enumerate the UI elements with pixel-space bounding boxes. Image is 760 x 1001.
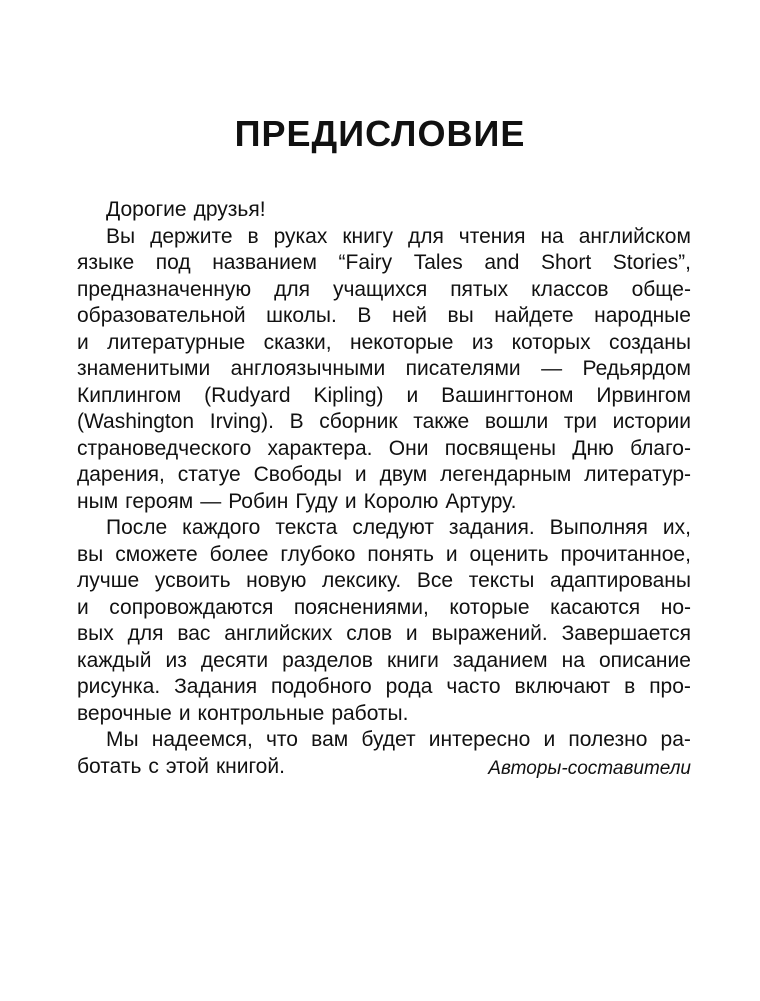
- word: Irving).: [209, 410, 274, 433]
- word: пятых: [450, 277, 509, 301]
- text-line: [77, 409, 691, 436]
- word: лучше: [77, 569, 140, 592]
- word: прочитанное,: [560, 542, 691, 566]
- word: тексты: [468, 569, 535, 592]
- text-line: [77, 727, 691, 754]
- word: знаменитыми: [77, 357, 211, 380]
- text-line: [77, 489, 691, 516]
- word: но-: [660, 595, 691, 619]
- word: каждый: [77, 648, 152, 672]
- word: которые: [449, 595, 530, 619]
- word: их,: [662, 516, 691, 539]
- word: для: [407, 224, 444, 248]
- text-line: [77, 542, 691, 569]
- word: названием: [212, 251, 317, 274]
- word: “Fairy: [338, 251, 393, 274]
- word: Дорогие: [106, 198, 187, 221]
- word: на: [561, 648, 585, 672]
- word: классов: [531, 277, 609, 301]
- signature: Авторы-составители: [488, 758, 691, 779]
- word: три: [563, 410, 597, 433]
- word: ра-: [660, 728, 691, 751]
- text-line: [77, 197, 691, 224]
- word: английских: [224, 622, 333, 645]
- word: и: [77, 330, 89, 354]
- word: ней: [391, 304, 427, 327]
- word: обще-: [631, 277, 691, 301]
- word: учащихся: [332, 277, 428, 301]
- word: также: [413, 410, 470, 433]
- word: включают: [514, 675, 611, 698]
- word: лексику.: [322, 569, 402, 592]
- word: для: [274, 277, 310, 301]
- word: и: [543, 728, 556, 751]
- word: Гуду: [295, 489, 338, 513]
- word: предназначенную: [77, 277, 252, 301]
- word: созданы: [608, 330, 691, 354]
- word: каждого: [182, 516, 261, 539]
- text-line: [77, 595, 691, 622]
- word: Kipling): [313, 383, 384, 407]
- word: верочные: [77, 701, 172, 725]
- word: английском: [578, 224, 691, 248]
- text-line: [77, 330, 691, 357]
- word: руках: [273, 224, 328, 248]
- word: следуют: [352, 516, 434, 539]
- word: В: [289, 410, 304, 433]
- text-line: [77, 648, 691, 675]
- word: Задания: [174, 675, 258, 698]
- text-line: [77, 250, 691, 277]
- word: легендарным: [440, 463, 572, 486]
- word: ботать: [77, 754, 142, 778]
- word: дарения,: [77, 463, 165, 486]
- text-line: [77, 515, 691, 542]
- word: сопровождаются: [109, 595, 274, 619]
- word: и: [405, 622, 418, 645]
- text-line: [77, 277, 691, 304]
- word: для: [127, 622, 164, 645]
- word: сможете: [115, 542, 198, 566]
- word: что: [265, 728, 298, 751]
- word: героям: [125, 489, 194, 513]
- word: Вашингтоном: [441, 383, 574, 407]
- word: книгу: [342, 224, 393, 248]
- word: пояснениями,: [293, 595, 429, 619]
- word: с: [148, 754, 159, 778]
- word: в: [624, 675, 636, 698]
- word: вошли: [484, 410, 549, 433]
- word: из: [471, 330, 494, 354]
- word: Королю: [363, 489, 439, 513]
- word: в: [247, 224, 259, 248]
- word: контрольные: [197, 701, 325, 725]
- word: Tales: [413, 251, 463, 274]
- word: держите: [150, 224, 233, 248]
- word: оценить: [469, 542, 549, 566]
- word: Выполняя: [549, 516, 648, 539]
- word: посвящены: [444, 436, 556, 460]
- word: В: [357, 304, 372, 327]
- word: будет: [361, 728, 416, 751]
- word: Дню: [572, 436, 614, 460]
- word: вам: [311, 728, 349, 751]
- word: некоторые: [350, 330, 454, 354]
- word: и: [344, 489, 357, 513]
- word: После: [106, 516, 168, 539]
- word: страноведческого: [77, 436, 252, 460]
- word: вас: [177, 622, 211, 645]
- text-line: [77, 224, 691, 251]
- word: Они: [388, 436, 429, 460]
- word: and: [484, 251, 520, 274]
- word: описание: [598, 648, 691, 672]
- word: книги: [386, 648, 439, 672]
- word: книгой.: [215, 754, 285, 778]
- text-line: [77, 674, 691, 701]
- word: и: [77, 595, 89, 619]
- word: интересно: [428, 728, 531, 751]
- word: писателями: [405, 357, 521, 380]
- word: литературные: [107, 330, 246, 354]
- word: разделов: [282, 648, 373, 672]
- word: заданием: [452, 648, 548, 672]
- word: адаптированы: [550, 569, 691, 592]
- word: Редьярдом: [582, 357, 691, 380]
- word: вых: [77, 622, 114, 645]
- word: чтения: [458, 224, 526, 248]
- word: слов: [346, 622, 393, 645]
- word: новую: [246, 569, 307, 592]
- word: рисунка.: [77, 675, 161, 698]
- word: (Washington: [77, 410, 195, 433]
- word: Свободы: [253, 463, 342, 486]
- preface-body: [77, 197, 691, 780]
- word: и: [406, 383, 419, 407]
- word: Робин: [228, 489, 289, 513]
- word: под: [155, 251, 191, 274]
- word: школы.: [266, 304, 337, 327]
- word: более: [209, 542, 269, 566]
- word: образовательной: [77, 304, 246, 327]
- word: полезно: [568, 728, 648, 751]
- word: Мы: [106, 728, 139, 751]
- word: сборник: [319, 410, 398, 433]
- word: часто: [446, 675, 501, 698]
- word: про-: [649, 675, 691, 698]
- word: Артуру.: [445, 489, 517, 513]
- word: усвоить: [154, 569, 231, 592]
- word: задания.: [448, 516, 535, 539]
- word: вы: [447, 304, 474, 327]
- word: текста: [275, 516, 338, 539]
- word: и: [178, 701, 191, 725]
- word: —: [200, 489, 222, 513]
- word: из: [165, 648, 187, 672]
- text-line: [77, 303, 691, 330]
- word: англоязычными: [230, 357, 386, 380]
- word: глубоко: [280, 542, 356, 566]
- word: двум: [379, 463, 428, 486]
- word: рода: [385, 675, 433, 698]
- word: и: [445, 542, 458, 566]
- word: —: [541, 357, 563, 380]
- word: Завершается: [561, 622, 691, 645]
- word: языке: [77, 251, 135, 274]
- word: этой: [165, 754, 209, 778]
- word: которых: [511, 330, 591, 354]
- word: Все: [416, 569, 454, 592]
- page-title: ПРЕДИСЛОВИЕ: [234, 113, 526, 154]
- word: литератур-: [584, 463, 691, 486]
- word: истории: [612, 410, 691, 433]
- word: выражений.: [431, 622, 548, 645]
- word: вы: [77, 542, 104, 566]
- text-line: [77, 436, 691, 463]
- word: народные: [594, 304, 691, 327]
- text-line: [77, 621, 691, 648]
- word: Stories”,: [612, 251, 691, 274]
- word: десяти: [200, 648, 269, 672]
- word: и: [354, 463, 367, 486]
- word: друзья!: [193, 198, 266, 221]
- word: ным: [77, 489, 119, 513]
- word: (Rudyard: [204, 383, 291, 407]
- word: подобного: [271, 675, 372, 698]
- word: Ирвингом: [596, 383, 691, 407]
- word: касаются: [550, 595, 641, 619]
- word: Short: [540, 251, 592, 274]
- word: статуе: [177, 463, 241, 486]
- word: благо-: [630, 436, 691, 460]
- word: понять: [367, 542, 434, 566]
- word: сказки,: [263, 330, 332, 354]
- word: надеемся,: [151, 728, 253, 751]
- word: Вы: [106, 224, 136, 248]
- text-line: [77, 462, 691, 489]
- text-line: [77, 356, 691, 383]
- word: работы.: [331, 701, 409, 725]
- word: найдете: [494, 304, 574, 327]
- word: Киплингом: [77, 383, 182, 407]
- word: на: [540, 224, 564, 248]
- word: характера.: [267, 436, 373, 460]
- text-line: [77, 383, 691, 410]
- text-line: [77, 568, 691, 595]
- text-line: [77, 701, 691, 728]
